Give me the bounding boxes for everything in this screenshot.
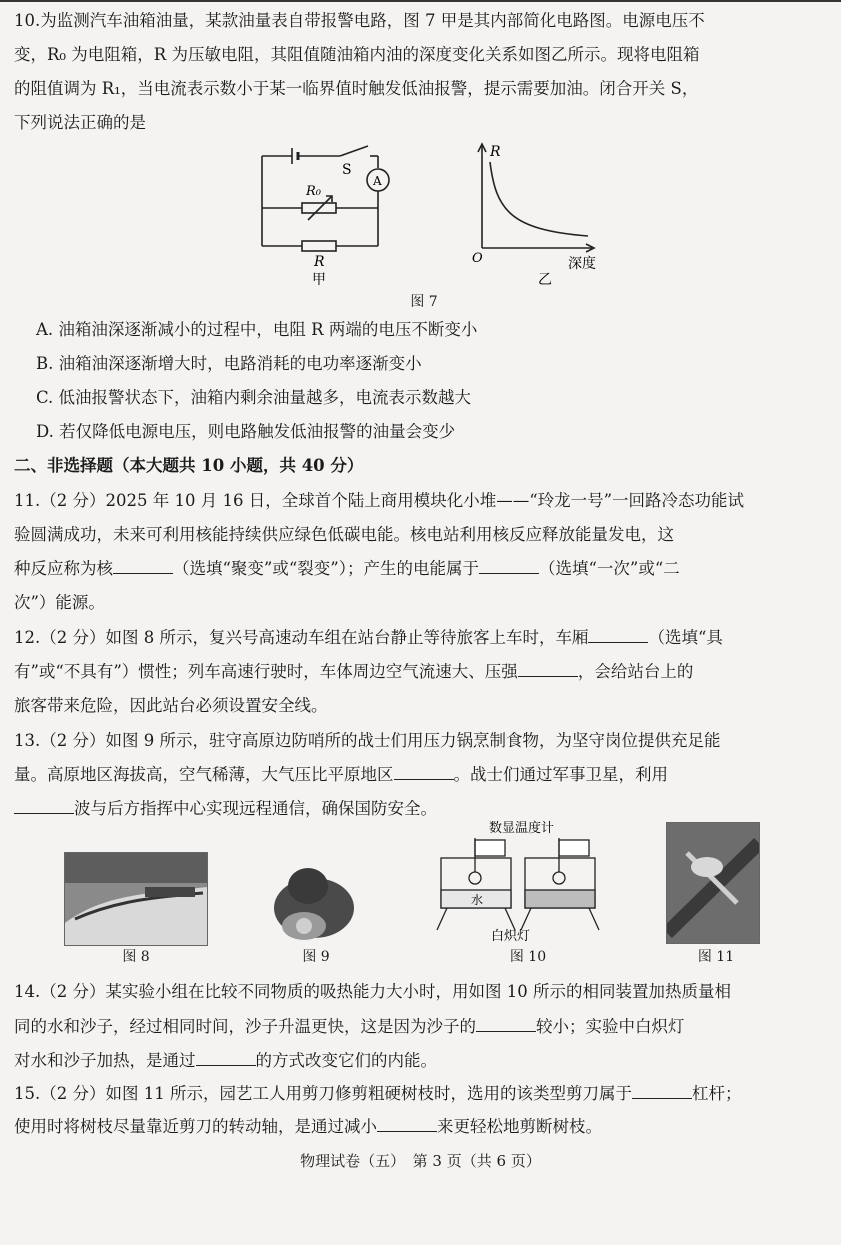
q12-blank-2[interactable]: [518, 662, 578, 677]
q11-line-2: 验圆满成功，未来可利用核能持续供应绿色低碳电能。核电站利用核反应释放能量发电，这: [14, 525, 674, 544]
q15-line-1: [14, 1077, 826, 1112]
graph-xlabel: 深度: [568, 256, 596, 272]
fig10-thermometer-label: 数显温度计: [489, 821, 555, 836]
q14-text-d: 的方式改变它们的内能。: [255, 1051, 437, 1070]
q15-text-d: 来更轻松地剪断树枝。: [437, 1117, 602, 1136]
q12-line-2: [14, 655, 826, 690]
fig10-water-label: 水: [471, 893, 484, 907]
q15-line-2: [14, 1110, 826, 1145]
q12-line-3: 旅客带来危险，因此站台必须设置安全线。: [14, 696, 328, 715]
graph-ylabel: R: [490, 144, 501, 160]
q10-line-3: 的阻值调为 R₁，当电流表示数小于某一临界值时触发低油报警，提示需要加油。闭合开关 S，: [14, 79, 699, 98]
q10-option-a: A. 油箱油深逐渐减小的过程中，电阻 R 两端的电压不断变小: [36, 320, 478, 339]
q10-option-c: C. 低油报警状态下，油箱内剩余油量越多，电流表示数越大: [36, 388, 472, 407]
top-border: [0, 0, 841, 2]
q11-line-4: 次”）能源。: [14, 593, 105, 612]
fig10-apparatus: [435, 818, 615, 946]
q12-blank-1[interactable]: [588, 628, 648, 643]
q14-line-2: [14, 1010, 826, 1045]
q11-blank-1[interactable]: [113, 559, 173, 574]
q10-option-b: B. 油箱油深逐渐增大时，电路消耗的电功率逐渐变小: [36, 354, 422, 373]
section-title: 二、非选择题（本大题共 10 小题，共 40 分）: [14, 456, 364, 475]
fig9-caption: 图 9: [302, 949, 330, 965]
q10-line-2: 变，R₀ 为电阻箱，R 为压敏电阻，其阻值随油箱内油的深度变化关系如图乙所示。现将电阻箱: [14, 45, 700, 64]
q15-text-a: 15.（2 分）如图 11 所示，园艺工人用剪刀修剪粗硬树枝时，选用的该类型剪刀属于: [14, 1084, 632, 1103]
q12-text-a: 12.（2 分）如图 8 所示，复兴号高速动车组在站台静止等待旅客上车时，车厢: [14, 628, 589, 647]
q11-line-3: [14, 552, 826, 587]
q12-text-d: ，会给站台上的: [577, 662, 694, 681]
q10-option-d: D. 若仅降低电源电压，则电路触发低油报警的油量会变少: [36, 422, 456, 441]
q14-text-a: 同的水和沙子，经过相同时间，沙子升温更快，这是因为沙子的: [14, 1017, 476, 1036]
r-label: R: [314, 254, 325, 270]
resistance-depth-graph: [470, 140, 620, 290]
q12-text-b: （选填“具: [648, 628, 723, 647]
q14-line-1: 14.（2 分）某实验小组在比较不同物质的吸热能力大小时，用如图 10 所示的相同装置加热质量相: [14, 982, 731, 1001]
q11-text-b: （选填“聚变”或“裂变”）；产生的电能属于: [173, 559, 479, 578]
q15-text-b: 杠杆；: [691, 1084, 742, 1103]
q14-text-b: 较小；实验中白炽灯: [536, 1017, 685, 1036]
r0-label: R₀: [306, 184, 321, 199]
fig7-caption: 图 7: [410, 294, 438, 310]
q13-blank-1[interactable]: [394, 765, 454, 780]
q11-line-1: 11.（2 分）2025 年 10 月 16 日，全球首个陆上商用模块化小堆——“玲龙一号”一回路冷态功能试: [14, 491, 745, 510]
q13-text-a: 量。高原地区海拔高，空气稀薄，大气压比平原地区: [14, 765, 394, 784]
fig11-caption: 图 11: [697, 949, 735, 965]
fig8-train-photo: [64, 852, 208, 946]
q13-text-c: 波与后方指挥中心实现远程通信，确保国防安全。: [74, 799, 437, 818]
ammeter-label: A: [373, 174, 382, 188]
q14-text-c: 对水和沙子加热，是通过: [14, 1051, 196, 1070]
q13-text-b: 。战士们通过军事卫星，利用: [453, 765, 668, 784]
q15-blank-1[interactable]: [632, 1084, 692, 1099]
q14-line-3: [14, 1044, 826, 1079]
q13-blank-2[interactable]: [14, 799, 74, 814]
fig10-lamp-label: 白炽灯: [491, 929, 531, 944]
q11-blank-2[interactable]: [479, 559, 539, 574]
fig9-cooker-photo: [264, 848, 364, 944]
fig11-shears-photo: [666, 822, 760, 944]
graph-origin: O: [472, 251, 483, 266]
q15-text-c: 使用时将树枝尽量靠近剪刀的转动轴，是通过减小: [14, 1117, 377, 1136]
q13-line-1: 13.（2 分）如图 9 所示，驻守高原边防哨所的战士们用压力锅烹制食物，为坚守岗位提供充足能: [14, 731, 721, 750]
fig10-caption: 图 10: [509, 949, 547, 965]
circuit-sub-caption: 甲: [312, 272, 326, 288]
q11-text-c: （选填“一次”或“二: [539, 559, 680, 578]
q10-line-4: 下列说法正确的是: [14, 113, 146, 132]
graph-sub-caption: 乙: [538, 272, 552, 288]
q12-text-c: 有”或“不具有”）惯性；列车高速行驶时，车体周边空气流速大、压强: [14, 662, 518, 681]
circuit-diagram: [250, 142, 400, 292]
switch-label: S: [342, 162, 352, 178]
q14-blank-1[interactable]: [476, 1017, 536, 1032]
fig8-caption: 图 8: [122, 949, 150, 965]
q15-blank-2[interactable]: [377, 1117, 437, 1132]
q10-line-1: 10.为监测汽车油箱油量，某款油量表自带报警电路，图 7 甲是其内部简化电路图。电源电压不: [14, 11, 705, 30]
page-footer: 物理试卷（五） 第 3 页（共 6 页）: [300, 1152, 541, 1170]
q14-blank-2[interactable]: [196, 1051, 256, 1066]
q13-line-2: [14, 758, 826, 793]
resistance-curve: [490, 162, 588, 236]
q12-line-1: [14, 621, 826, 656]
q11-text-a: 种反应称为核: [14, 559, 113, 578]
